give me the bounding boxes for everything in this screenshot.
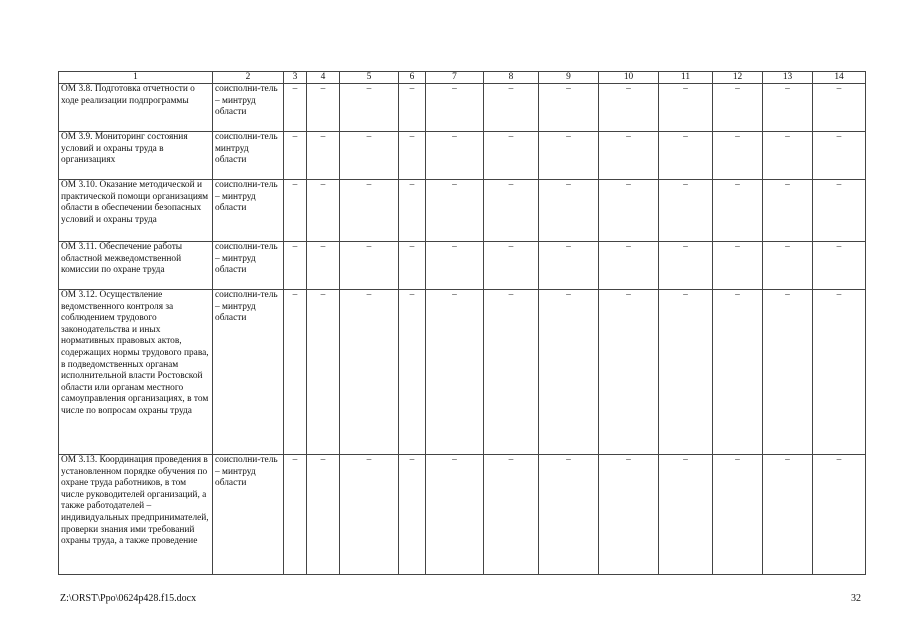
value-cell: – [599, 180, 659, 242]
table-row [59, 242, 866, 290]
value-cell: – [340, 132, 399, 180]
column-header: 5 [340, 72, 399, 84]
value-cell: – [399, 242, 426, 290]
value-cell: – [713, 290, 763, 455]
value-cell: – [659, 290, 713, 455]
column-header: 10 [599, 72, 659, 84]
activity-name-cell: ОМ 3.8. Подготовка отчетности о ходе реализации подпрограммы [59, 84, 213, 132]
column-header: 4 [307, 72, 340, 84]
executor-cell: соисполни-тель – минтруд области [213, 180, 284, 242]
table-row [59, 455, 866, 575]
value-cell: – [340, 84, 399, 132]
value-cell: – [399, 180, 426, 242]
activity-name-cell: ОМ 3.13. Координация проведения в установленном порядке обучения по охране труда работников, в том числе руководителей организаций, а также работодателей – индивидуальных предпринимателей, проверки знания ими требований охраны труда, а также проведение [59, 455, 213, 575]
value-cell: – [539, 180, 599, 242]
column-header: 3 [284, 72, 307, 84]
column-header: 6 [399, 72, 426, 84]
column-header: 12 [713, 72, 763, 84]
value-cell: – [284, 455, 307, 575]
executor-cell: соисполни-тель – минтруд области [213, 455, 284, 575]
value-cell: – [426, 242, 484, 290]
value-cell: – [813, 455, 866, 575]
value-cell: – [340, 180, 399, 242]
value-cell: – [813, 290, 866, 455]
value-cell: – [307, 290, 340, 455]
value-cell: – [426, 84, 484, 132]
value-cell: – [426, 180, 484, 242]
value-cell: – [659, 180, 713, 242]
value-cell: – [340, 242, 399, 290]
table-row [59, 132, 866, 180]
value-cell: – [539, 84, 599, 132]
value-cell: – [813, 242, 866, 290]
activity-name-cell: ОМ 3.12. Осуществление ведомственного контроля за соблюдением трудового законодательства и иных нормативных правовых актов, содержащих нормы трудового права, в подведомственных органам исполнительной власти Ростовской области или органам местного самоуправления организациях, в том числе по вопросам охраны труда [59, 290, 213, 455]
executor-cell: соисполни-тель – минтруд области [213, 84, 284, 132]
footer-page-number: 32 [851, 593, 861, 604]
column-header: 8 [484, 72, 539, 84]
column-header: 7 [426, 72, 484, 84]
value-cell: – [763, 180, 813, 242]
value-cell: – [763, 242, 813, 290]
column-header: 13 [763, 72, 813, 84]
executor-cell: соисполни-тель – минтруд области [213, 290, 284, 455]
value-cell: – [659, 84, 713, 132]
activity-name-cell: ОМ 3.9. Мониторинг состояния условий и охраны труда в организациях [59, 132, 213, 180]
column-header: 11 [659, 72, 713, 84]
value-cell: – [399, 290, 426, 455]
value-cell: – [813, 84, 866, 132]
value-cell: – [484, 180, 539, 242]
value-cell: – [284, 290, 307, 455]
value-cell: – [539, 290, 599, 455]
value-cell: – [426, 455, 484, 575]
value-cell: – [399, 84, 426, 132]
value-cell: – [307, 180, 340, 242]
value-cell: – [399, 455, 426, 575]
value-cell: – [426, 132, 484, 180]
column-header: 1 [59, 72, 213, 84]
value-cell: – [399, 132, 426, 180]
value-cell: – [659, 455, 713, 575]
value-cell: – [284, 84, 307, 132]
value-cell: – [307, 84, 340, 132]
table-row [59, 180, 866, 242]
value-cell: – [284, 180, 307, 242]
footer-file-path: Z:\ORST\Ppo\0624p428.f15.docx [60, 593, 197, 604]
value-cell: – [599, 290, 659, 455]
table-row [59, 84, 866, 132]
value-cell: – [307, 455, 340, 575]
value-cell: – [539, 132, 599, 180]
table-row [59, 290, 866, 455]
value-cell: – [484, 132, 539, 180]
value-cell: – [340, 290, 399, 455]
value-cell: – [713, 180, 763, 242]
value-cell: – [713, 455, 763, 575]
value-cell: – [599, 84, 659, 132]
value-cell: – [713, 84, 763, 132]
value-cell: – [763, 290, 813, 455]
program-activities-table [58, 71, 866, 575]
value-cell: – [307, 242, 340, 290]
executor-cell: соисполни-тель минтруд области [213, 132, 284, 180]
value-cell: – [599, 242, 659, 290]
column-header: 9 [539, 72, 599, 84]
value-cell: – [539, 455, 599, 575]
column-header: 14 [813, 72, 866, 84]
value-cell: – [484, 455, 539, 575]
value-cell: – [659, 132, 713, 180]
value-cell: – [813, 132, 866, 180]
value-cell: – [307, 132, 340, 180]
value-cell: – [426, 290, 484, 455]
value-cell: – [484, 242, 539, 290]
value-cell: – [484, 290, 539, 455]
value-cell: – [284, 242, 307, 290]
column-header: 2 [213, 72, 284, 84]
value-cell: – [763, 132, 813, 180]
activity-name-cell: ОМ 3.10. Оказание методической и практической помощи организациям области в обеспечении безопасных условий и охраны труда [59, 180, 213, 242]
value-cell: – [713, 132, 763, 180]
value-cell: – [284, 132, 307, 180]
executor-cell: соисполни-тель – минтруд области [213, 242, 284, 290]
value-cell: – [763, 455, 813, 575]
value-cell: – [713, 242, 763, 290]
value-cell: – [484, 84, 539, 132]
value-cell: – [539, 242, 599, 290]
value-cell: – [599, 132, 659, 180]
value-cell: – [813, 180, 866, 242]
value-cell: – [659, 242, 713, 290]
value-cell: – [340, 455, 399, 575]
value-cell: – [599, 455, 659, 575]
value-cell: – [763, 84, 813, 132]
header-row [59, 72, 866, 84]
activity-name-cell: ОМ 3.11. Обеспечение работы областной межведомственной комиссии по охране труда [59, 242, 213, 290]
